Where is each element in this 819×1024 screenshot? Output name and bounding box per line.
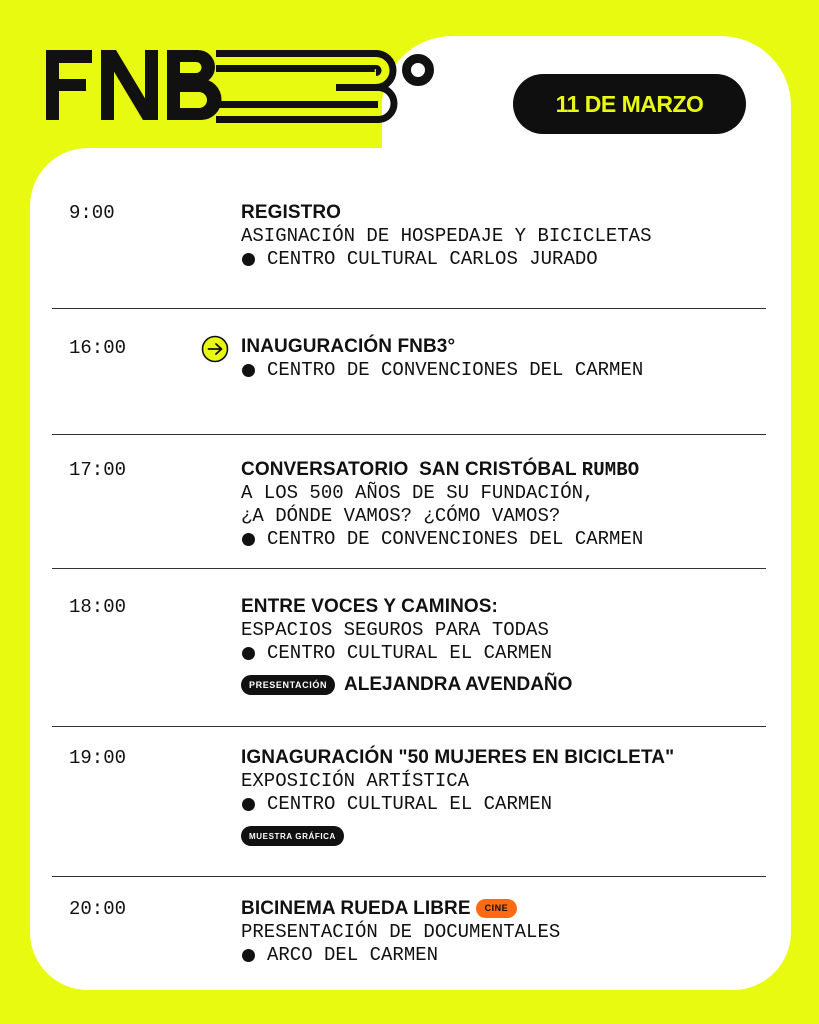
event-title: ENTRE VOCES Y CAMINOS:: [241, 596, 498, 617]
arrow-right-circle-icon: [201, 335, 229, 363]
event-venue: CENTRO CULTURAL EL CARMEN: [241, 642, 761, 665]
bullet-icon: [242, 533, 255, 546]
date-text: 11 DE MARZO: [555, 90, 704, 117]
event-time: 19:00: [69, 747, 127, 769]
event-title: REGISTRO: [241, 202, 342, 223]
bullet-icon: [242, 798, 255, 811]
bullet-icon: [242, 647, 255, 660]
event-venue: CENTRO DE CONVENCIONES DEL CARMEN: [241, 359, 761, 382]
event-time: 18:00: [69, 596, 127, 618]
divider: [52, 434, 766, 435]
event-details: [241, 897, 761, 967]
event-title-line: [241, 897, 761, 921]
tag-row: [241, 826, 761, 846]
presenter-name: ALEJANDRA AVENDAÑO: [344, 674, 573, 695]
event-details: [241, 335, 761, 382]
event-venue: CENTRO CULTURAL CARLOS JURADO: [241, 248, 761, 271]
fnb3-logo: [46, 46, 438, 126]
bullet-icon: [242, 949, 255, 962]
divider: [52, 308, 766, 309]
event-title-suffix: RUMBO: [581, 459, 640, 481]
event-title: IGNAGURACIÓN "50 MUJERES EN BICICLETA": [241, 747, 675, 768]
event-title: CONVERSATORIO SAN CRISTÓBAL: [241, 459, 577, 480]
cine-badge: CINE: [476, 899, 518, 918]
event-description: EXPOSICIÓN ARTÍSTICA: [241, 770, 470, 792]
event-description: ASIGNACIÓN DE HOSPEDAJE Y BICICLETAS: [241, 225, 652, 247]
event-description: ESPACIOS SEGUROS PARA TODAS: [241, 619, 549, 641]
event-description: A LOS 500 AÑOS DE SU FUNDACIÓN,: [241, 482, 595, 504]
event-time: 16:00: [69, 337, 127, 359]
date-badge: [513, 74, 746, 134]
event-time: 17:00: [69, 459, 127, 481]
event-details: [241, 746, 761, 846]
exhibition-tag: MUESTRA GRÁFICA: [241, 826, 344, 846]
bullet-icon: [242, 364, 255, 377]
event-title: BICINEMA RUEDA LIBRE: [241, 898, 471, 919]
event-description: ¿A DÓNDE VAMOS? ¿CÓMO VAMOS?: [241, 505, 561, 527]
event-time: 20:00: [69, 898, 127, 920]
event-time: 9:00: [69, 202, 115, 224]
event-venue: CENTRO DE CONVENCIONES DEL CARMEN: [241, 528, 761, 551]
schedule-card: [30, 148, 791, 990]
event-details: [241, 595, 761, 696]
event-title-line: [241, 458, 761, 482]
divider: [52, 726, 766, 727]
presentation-tag: PRESENTACIÓN: [241, 675, 335, 695]
event-title: INAUGURACIÓN FNB3°: [241, 336, 456, 357]
event-description: PRESENTACIÓN DE DOCUMENTALES: [241, 921, 561, 943]
event-details: [241, 201, 761, 271]
event-venue: ARCO DEL CARMEN: [241, 944, 761, 967]
divider: [52, 568, 766, 569]
event-details: [241, 458, 761, 551]
divider: [52, 876, 766, 877]
bullet-icon: [242, 253, 255, 266]
event-venue: CENTRO CULTURAL EL CARMEN: [241, 793, 761, 816]
presenter-row: [241, 674, 761, 696]
